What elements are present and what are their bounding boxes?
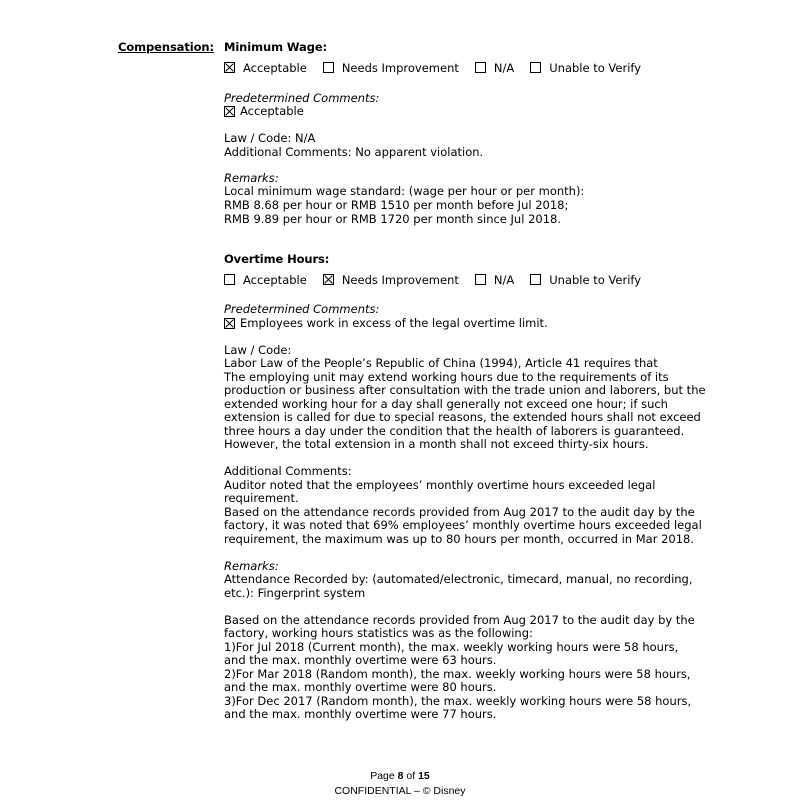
checkbox-checked-icon[interactable] [224,106,235,117]
mw-option-unable-to-verify[interactable]: Unable to Verify [530,61,641,75]
mw-predetermined-comment: Acceptable [224,105,304,118]
mw-remarks-line: RMB 8.68 per hour or RMB 1510 per month before Jul 2018; [224,198,569,212]
oh-option-acceptable[interactable]: Acceptable [224,273,307,287]
checkbox-checked-icon[interactable] [323,274,334,285]
checkbox-empty-icon[interactable] [475,274,486,285]
oh-stats-line: 1)For Jul 2018 (Current month), the max. weekly working hours were 58 hours, [224,640,679,654]
oh-option-needs-improvement[interactable]: Needs Improvement [323,273,459,287]
oh-remarks-line: etc.): Fingerprint system [224,586,366,600]
overtime-hours-heading: Overtime Hours: [224,252,330,266]
checkbox-empty-icon[interactable] [323,62,334,73]
oh-option-na[interactable]: N/A [475,273,514,287]
mw-option-na[interactable]: N/A [475,61,514,75]
oh-remarks-line: Attendance Recorded by: (automated/electronic, timecard, manual, no recording, [224,572,693,586]
oh-law-code-line: However, the total extension in a month shall not exceed thirty-six hours. [224,437,649,451]
mw-predetermined-label: Predetermined Comments: [224,91,380,105]
oh-law-code-line: three hours a day under the condition that the health of laborers is guaranteed. [224,424,685,438]
checkbox-empty-icon[interactable] [475,62,486,73]
checkbox-checked-icon[interactable] [224,62,235,73]
overtime-hours-options [224,272,657,287]
oh-law-code-line: extension is called for due to special reasons, the extended hours shall not exceed [224,410,701,424]
oh-additional-line: Based on the attendance records provided from Aug 2017 to the audit day by the [224,505,695,519]
checkbox-empty-icon[interactable] [530,62,541,73]
page-current: 8 [397,770,404,782]
mw-remarks-label: Remarks: [224,171,279,185]
mw-remarks-line: RMB 9.89 per hour or RMB 1720 per month since Jul 2018. [224,212,561,226]
oh-stats-line: factory, working hours statistics was as the following: [224,626,533,640]
oh-predetermined-label: Predetermined Comments: [224,302,380,316]
oh-additional-label: Additional Comments: [224,464,352,478]
oh-additional-line: requirement, the maximum was up to 80 hours per month, occurred in Mar 2018. [224,532,695,546]
section-label-compensation: Compensation: [118,40,214,54]
checkbox-empty-icon[interactable] [224,274,235,285]
confidential-notice: CONFIDENTIAL – © Disney [334,785,466,797]
oh-predetermined-comment: Employees work in excess of the legal overtime limit. [224,317,548,330]
oh-stats-line: and the max. monthly overtime were 80 hours. [224,680,497,694]
oh-law-code-line: The employing unit may extend working hours due to the requirements of its [224,370,669,384]
checkbox-checked-icon[interactable] [224,318,235,329]
oh-additional-line: Auditor noted that the employees’ monthly overtime hours exceeded legal [224,478,656,492]
oh-stats-line: 3)For Dec 2017 (Random month), the max. weekly working hours were 58 hours, [224,694,692,708]
oh-stats-line: and the max. monthly overtime were 77 hours. [224,707,497,721]
oh-law-code-label: Law / Code: [224,343,292,357]
oh-stats-line: and the max. monthly overtime were 63 hours. [224,653,497,667]
oh-option-unable-to-verify[interactable]: Unable to Verify [530,273,641,287]
oh-law-code-line: Labor Law of the People’s Republic of China (1994), Article 41 requires that [224,356,658,370]
mw-law-code: Law / Code: N/A [224,131,316,145]
oh-law-code-line: extended working hour for a day shall generally not exceed one hour; if such [224,397,668,411]
minimum-wage-options [224,60,657,75]
oh-additional-line: factory, it was noted that 69% employees’ monthly overtime hours exceeded legal [224,518,702,532]
checkbox-empty-icon[interactable] [530,274,541,285]
mw-option-needs-improvement[interactable]: Needs Improvement [323,61,459,75]
mw-remarks-line: Local minimum wage standard: (wage per hour or per month): [224,184,585,198]
oh-remarks-label: Remarks: [224,559,279,573]
minimum-wage-heading: Minimum Wage: [224,40,328,54]
oh-stats-line: Based on the attendance records provided from Aug 2017 to the audit day by the [224,613,695,627]
oh-law-code-line: production or business after consultation with the trade union and laborers, but the [224,383,706,397]
mw-option-acceptable[interactable]: Acceptable [224,61,307,75]
oh-additional-line: requirement. [224,491,299,505]
mw-additional-comments: Additional Comments: No apparent violation. [224,145,484,159]
oh-stats-line: 2)For Mar 2018 (Random month), the max. weekly working hours were 58 hours, [224,667,691,681]
page-total: 15 [418,770,430,782]
page-number: Page 8 of 15 [370,770,430,782]
